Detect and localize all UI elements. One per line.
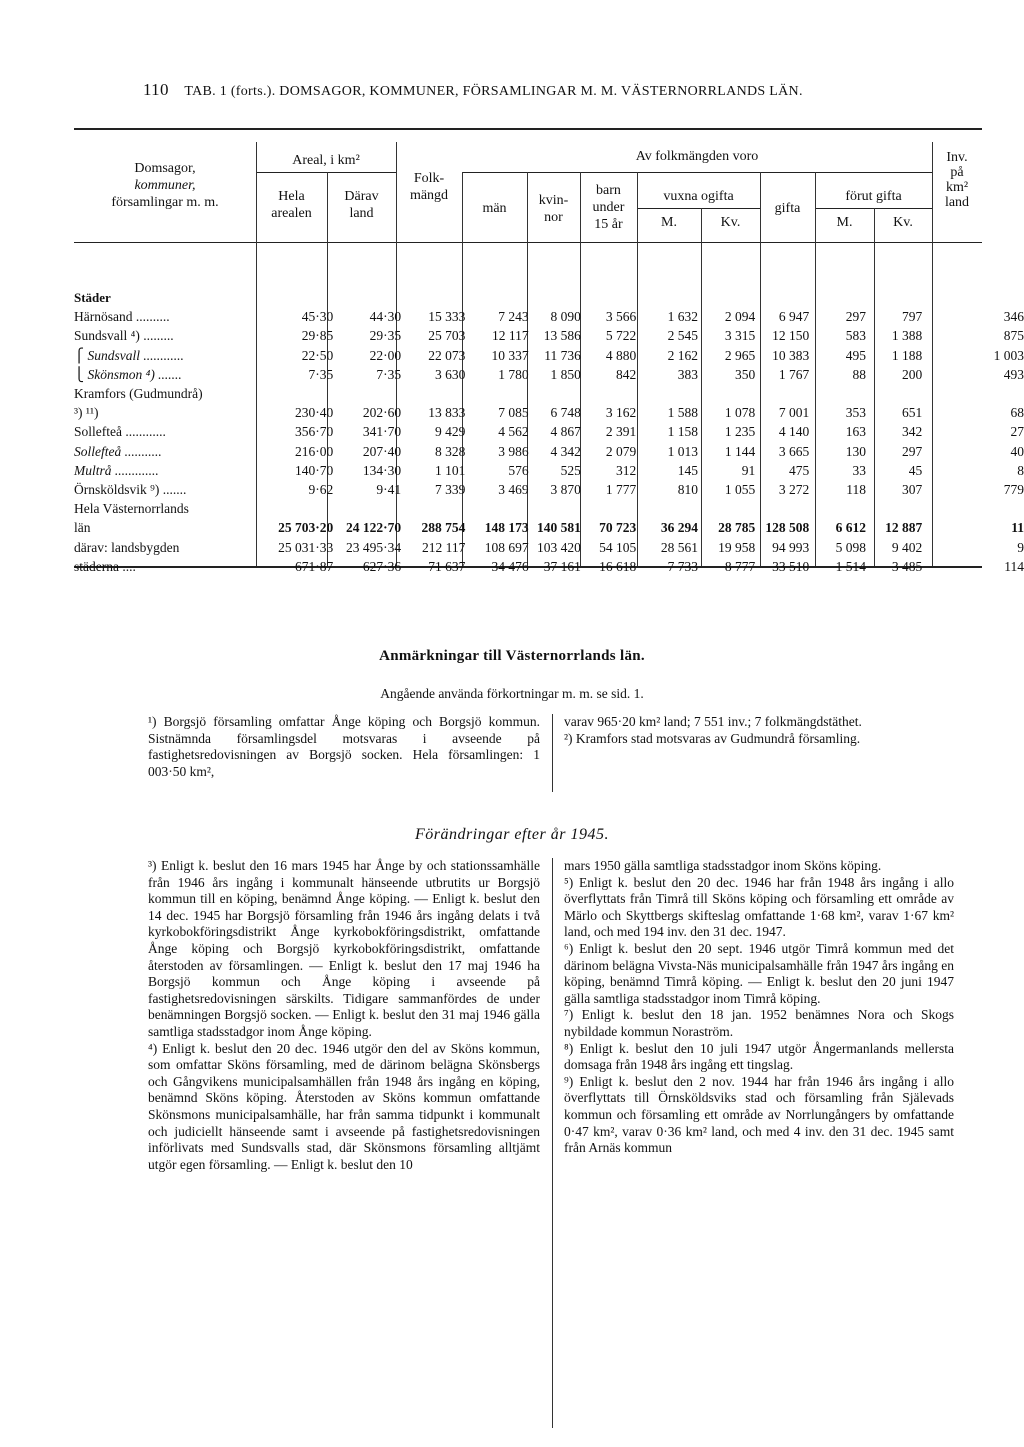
table-cell	[922, 518, 975, 537]
table-cell	[529, 499, 581, 518]
table-cell: 230·40	[295, 405, 334, 421]
table-cell: 94 993	[772, 539, 810, 555]
table-cell: 212 117	[421, 539, 466, 555]
note-6: ⁶) Enligt k. beslut den 20 sept. 1946 utgör Timrå kommun med det därinom belägna Vivsta-Näs municipalsamhälle från 1947 års ingång en köping, benämnd Timrå köping. — Enligt k. beslut den 20 juni 1947 gälla samtliga stadsstadgor inom Timrå köping.	[564, 940, 954, 1006]
table-cell	[698, 499, 755, 518]
table-cell: 54 105	[599, 539, 637, 555]
table-cell: 2 965	[724, 347, 756, 363]
table-cell: 8 328	[434, 443, 466, 459]
changes-left-column	[148, 858, 540, 1173]
note-9: ⁹) Enligt k. beslut den 2 nov. 1944 har från 1946 års ingång i allo överflyttats till Örnsköldsviks stad och församling från Själevads kommun och församling ett område av Norrlungångers by omfattande 0·47 km², varav 0·36 km² land, och med 4 inv. den 31 dec. 1945 samt från Arnäs kommun	[564, 1073, 954, 1156]
staderna-row	[74, 557, 1024, 576]
table-cell	[755, 384, 809, 403]
table-cell: 5 722	[605, 328, 637, 344]
header-hela-arealen: Hela arealen	[271, 189, 312, 221]
page-number: 110	[143, 80, 169, 99]
table-cell: 29·85	[301, 328, 334, 344]
table-cell: 3 162	[605, 405, 637, 421]
table-cell: 10 337	[491, 347, 529, 363]
table-cell: 8 777	[724, 558, 756, 574]
header-areal: Areal, i km²	[292, 153, 360, 168]
table-cell: 346	[1003, 309, 1024, 325]
table-cell: 25 703·20	[278, 520, 334, 536]
table-cell: 40	[1010, 443, 1024, 459]
table-cell: 671·87	[295, 558, 334, 574]
table-cell	[465, 499, 528, 518]
table-cell: 12 117	[491, 328, 529, 344]
row-label: därav: landsbygden	[74, 539, 180, 555]
table-cell: 15 333	[428, 309, 466, 325]
header-av-folkmangden: Av folkmängden voro	[635, 149, 759, 164]
table-cell: 288 754	[421, 520, 466, 536]
table-cell: 45	[908, 462, 923, 478]
table-cell: 44·30	[369, 309, 402, 325]
row-label: Örnsköldsvik ⁹) .......	[74, 481, 187, 497]
table-cell	[922, 557, 975, 576]
table-cell	[922, 403, 975, 422]
table-cell	[922, 461, 975, 480]
table-cell: 495	[845, 347, 866, 363]
table-cell: 45·30	[301, 309, 334, 325]
table-cell: 6 947	[778, 309, 810, 325]
table-row	[74, 326, 1024, 345]
table-cell: 9·62	[308, 481, 334, 497]
header-inv-pa-km2: Inv. på km² land	[944, 150, 970, 210]
table-cell: 25 031·33	[278, 539, 334, 555]
areal-group-rule	[256, 172, 396, 173]
table-cell: 22·00	[369, 347, 402, 363]
table-cell: 1 003	[993, 347, 1024, 363]
table-cell: 797	[901, 309, 923, 325]
table-cell: 23 495·34	[346, 539, 402, 555]
table-cell: 70 723	[599, 520, 637, 536]
table-cell: 9 402	[891, 539, 923, 555]
table-cell: 7 733	[667, 558, 699, 574]
table-cell	[922, 537, 975, 556]
table-row	[74, 346, 1024, 365]
table-cell: 108 697	[484, 539, 529, 555]
table-top-rule	[74, 128, 982, 130]
note-5: ⁵) Enligt k. beslut den 20 dec. 1946 har från 1948 års ingång i allo överflyttats från Timrå till Sköns köping och församling ett område av Märlo och Skyttbergs skifteslag omfattande 1·68 km², varav 1·67 km² land, och med 194 inv. den 31 dec. 1947.	[564, 874, 954, 940]
table-row	[74, 480, 1024, 499]
header-kvinnor: kvin- nor	[538, 193, 569, 225]
row-label: Sollefteå ...........	[74, 443, 162, 459]
table-cell: 8	[1017, 462, 1024, 478]
row-label: Sollefteå ............	[74, 424, 166, 440]
page-title: TAB. 1 (forts.). DOMSAGOR, KOMMUNER, FÖRSAMLINGAR M. M. VÄSTERNORRLANDS LÄN.	[184, 84, 803, 99]
table-cell: 7·35	[308, 366, 334, 382]
table-cell: 163	[845, 424, 866, 440]
note-1-right: varav 965·20 km² land; 7 551 inv.; 7 folkmängdstäthet. ²) Kramfors stad motsvaras av Gudmundrå församling.	[564, 714, 862, 746]
table-cell: 356·70	[295, 424, 334, 440]
table-cell: 28 785	[718, 520, 756, 536]
table-cell: 810	[677, 481, 699, 497]
row-label: ⎧ Sundsvall ............	[74, 347, 184, 363]
row-label: ⎩ Skönsmon ⁴) .......	[74, 366, 182, 382]
table-row	[74, 307, 1024, 326]
table-cell: 134·30	[362, 462, 402, 478]
table-cell	[922, 326, 975, 345]
table-cell	[636, 499, 698, 518]
row-label: Multrå .............	[74, 462, 159, 478]
table-cell	[401, 384, 465, 403]
table-cell: 3 986	[498, 443, 529, 459]
table-cell: 3 665	[778, 443, 810, 459]
table-cell	[809, 499, 866, 518]
table-cell: 3 485	[891, 558, 923, 574]
table-cell	[922, 480, 975, 499]
note-3: ³) Enligt k. beslut den 16 mars 1945 har Ånge by och stationssamhälle från 1946 års ingång i kommunalt hänseende utbrutits ur Borgsjö kommun till en köping, benämnd Ånge köping. — Enligt k. beslut den 14 dec. 1945 har Borgsjö församling från 1946 års ingång delats i två kyrkobokföringsdistrikt Ånge kyrkobokföringsdistrikt, omfattande Ånge köping och Borgsjö kyrkobokföringsdistrikt, omfattande återstoden av församlingen. — Enligt k. beslut den 17 maj 1946 ha Borgsjö kommun och Ånge köping i avseende på fastighetsredovisningen särskilts. Tidigare sammanfördes de under benämningen Borgsjö socken. — Enligt k. beslut den 31 maj 1946 gälla samtliga stadsstadgor inom Ånge köping.	[148, 858, 540, 1039]
table-cell: 1 078	[724, 405, 756, 421]
table-cell: 2 079	[605, 443, 637, 459]
column-divider	[552, 714, 553, 792]
table-row	[74, 384, 1024, 403]
table-cell: 7 243	[498, 309, 529, 325]
table-cell	[581, 384, 636, 403]
table-cell: 118	[846, 481, 866, 497]
folkmangd-group-rule	[462, 172, 932, 173]
table-cell	[333, 384, 401, 403]
note-8: ⁸) Enligt k. beslut den 10 juli 1947 utgör Ångermanlands mellersta domsaga från 1948 års ingång ett tingslag.	[564, 1040, 954, 1073]
table-cell: 34 476	[491, 558, 529, 574]
table-cell	[922, 384, 975, 403]
table-row	[74, 422, 1024, 441]
table-cell	[866, 384, 922, 403]
header-barn: barn under 15 år	[592, 183, 625, 232]
notes-title: Anmärkningar till Västernorrlands län.	[379, 648, 645, 664]
table-row	[74, 365, 1024, 384]
header-vuxna-m: M.	[661, 215, 677, 230]
table-cell: 493	[1003, 366, 1024, 382]
row-label: städerna ....	[74, 558, 136, 574]
table-cell: 4 140	[778, 424, 810, 440]
row-label: Hela Västernorrlands	[74, 501, 189, 517]
table-cell: 114	[1004, 558, 1024, 574]
row-label: ³) ¹¹)	[74, 405, 99, 421]
section-label: Städer	[74, 290, 111, 306]
table-cell: 583	[845, 328, 866, 344]
table-cell	[465, 384, 528, 403]
note-4-cont: mars 1950 gälla samtliga stadsstadgor inom Sköns köping.	[564, 858, 882, 873]
header-domsagor: Domsagor, kommuner, församlingar m. m.	[111, 161, 219, 210]
table-cell: 22 073	[428, 347, 466, 363]
header-forut-m: M.	[836, 215, 853, 230]
table-cell: 1 188	[891, 347, 923, 363]
header-forut-kv: Kv.	[893, 215, 913, 230]
total-row	[74, 518, 1024, 537]
table-cell	[255, 499, 333, 518]
row-label: län	[74, 520, 91, 536]
changes-title: Förändringar efter år 1945.	[415, 826, 609, 843]
table-cell: 3 630	[434, 366, 466, 382]
table-cell: 6 612	[835, 520, 866, 536]
table-cell: 216·00	[295, 443, 334, 459]
table-cell	[809, 384, 866, 403]
running-head	[143, 80, 983, 100]
table-cell: 3 315	[724, 328, 756, 344]
table-cell: 1 632	[667, 309, 699, 325]
table-cell: 576	[508, 462, 529, 478]
row-label: Kramfors (Gudmundrå)	[74, 386, 203, 402]
table-row	[74, 403, 1024, 422]
table-cell: 207·40	[362, 443, 402, 459]
table-cell: 7 085	[498, 405, 529, 421]
table-cell: 24 122·70	[346, 520, 402, 536]
row-label: Härnösand ..........	[74, 309, 170, 325]
table-cell: 475	[789, 462, 810, 478]
table-cell: 383	[677, 366, 699, 382]
table-cell: 28 561	[660, 539, 699, 555]
table-cell: 350	[734, 366, 756, 382]
table-cell: 33 510	[772, 558, 810, 574]
table-header-rule	[74, 242, 982, 243]
table-cell	[866, 499, 922, 518]
table-cell: 29·35	[369, 328, 402, 344]
table-cell	[922, 422, 975, 441]
header-darav-land: Därav land	[344, 189, 379, 221]
table-cell: 4 342	[550, 443, 581, 459]
table-cell	[922, 442, 975, 461]
table-cell: 1 101	[434, 462, 466, 478]
table-cell: 1 235	[724, 424, 756, 440]
table-cell: 1 514	[835, 558, 866, 574]
table-cell: 9	[1017, 539, 1024, 555]
table-cell: 130	[845, 443, 866, 459]
note-7: ⁷) Enligt k. beslut den 18 jan. 1952 benämnes Nora och Skogs nybildade kommun Noraström.	[564, 1007, 954, 1039]
table-cell: 5 098	[835, 539, 866, 555]
table-cell: 11	[1011, 520, 1024, 536]
table-cell: 297	[845, 309, 866, 325]
table-cell: 341·70	[362, 424, 402, 440]
header-folkmangd: Folk- mängd	[409, 171, 449, 203]
table-cell: 36 294	[660, 520, 699, 536]
note-1-left: ¹) Borgsjö församling omfattar Ånge köping och Borgsjö kommun. Sistnämnda församlingsdel motsvaras i avseende på fastighetsredovisningen av Borgsjö socken. Hela församlingen: 1 003·50 km²,	[148, 714, 540, 779]
table-cell: 103 420	[536, 539, 581, 555]
table-cell: 1 588	[667, 405, 699, 421]
table-cell: 1 055	[724, 481, 756, 497]
table-cell: 2 162	[667, 347, 699, 363]
table-cell: 91	[741, 462, 756, 478]
table-cell: 875	[1003, 328, 1024, 344]
table-row	[74, 442, 1024, 461]
table-cell: 1 158	[667, 424, 699, 440]
table-cell	[922, 346, 975, 365]
table-cell: 7·35	[376, 366, 402, 382]
header-forut-gifta: förut gifta	[845, 189, 902, 204]
table-cell: 145	[677, 462, 699, 478]
section-row	[74, 288, 1024, 307]
table-cell: 27	[1010, 424, 1024, 440]
table-cell: 1 767	[778, 366, 810, 382]
table-cell: 312	[615, 462, 637, 478]
table-cell: 4 880	[605, 347, 637, 363]
column-divider	[552, 858, 553, 1428]
table-cell	[581, 499, 636, 518]
table-cell	[401, 499, 465, 518]
table-cell	[976, 499, 1024, 518]
table-cell: 9·41	[376, 481, 402, 497]
table-cell: 200	[901, 366, 923, 382]
table-cell: 71 637	[428, 558, 466, 574]
table-cell: 33	[852, 462, 866, 478]
vuxna-ogifta-rule	[637, 208, 760, 209]
table-cell: 88	[852, 366, 866, 382]
note-4: ⁴) Enligt k. beslut den 20 dec. 1946 utgör den del av Sköns kommun, som omfattar Sköns församling, med de därinom belägna Skönsbergs och Gångvikens municipalsamhällen från 1948 års ingång en köping, benämnd Sköns köping. Återstoden av Sköns kommun omfattande Skönsmons municipalsamhälle, har från samma tidpunkt i kommunalt och judiciellt hänseende samt i avseende på fastighetsredovisningen införlivats med Sundsvalls stad, där Skönsmons församling alltjämt utgör egen församling. — Enligt k. beslut den 10	[148, 1040, 540, 1172]
table-cell: 4 867	[550, 424, 581, 440]
table-cell: 202·60	[362, 405, 402, 421]
table-cell: 9 429	[434, 424, 466, 440]
table-cell	[922, 365, 975, 384]
table-cell	[698, 384, 755, 403]
table-cell: 68	[1010, 405, 1024, 421]
table-cell: 651	[901, 405, 923, 421]
table-cell: 25 703	[428, 328, 466, 344]
table-cell: 3 566	[605, 309, 637, 325]
table-cell: 7 001	[778, 405, 810, 421]
table-cell: 1 780	[498, 366, 529, 382]
table-cell	[255, 384, 333, 403]
table-cell: 4 562	[498, 424, 529, 440]
table-cell: 12 150	[772, 328, 810, 344]
table-cell: 2 391	[605, 424, 637, 440]
table-cell: 8 090	[550, 309, 581, 325]
table-cell	[922, 307, 975, 326]
table-cell: 22·50	[301, 347, 334, 363]
table-cell: 2 545	[667, 328, 699, 344]
table-cell: 16 618	[599, 558, 637, 574]
abbrev-note: Angående använda förkortningar m. m. se sid. 1.	[380, 686, 644, 701]
table-cell: 297	[901, 443, 923, 459]
table-cell: 779	[1003, 481, 1024, 497]
table-cell: 10 383	[772, 347, 810, 363]
row-label: Sundsvall ⁴) .........	[74, 328, 174, 344]
table-cell: 525	[560, 462, 581, 478]
table-cell: 1 850	[550, 366, 581, 382]
table-cell: 842	[615, 366, 637, 382]
table-cell	[333, 499, 401, 518]
table-cell	[636, 384, 698, 403]
header-gifta: gifta	[774, 201, 801, 216]
table-cell: 353	[845, 405, 866, 421]
table-cell: 2 094	[724, 309, 756, 325]
table-cell: 342	[901, 424, 923, 440]
table-cell: 13 833	[428, 405, 466, 421]
landsbygden-row	[74, 537, 1024, 556]
table-cell: 6 748	[550, 405, 581, 421]
table-cell: 1 144	[724, 443, 756, 459]
data-table	[74, 288, 1024, 576]
table-cell: 627·36	[362, 558, 402, 574]
total-label-row	[74, 499, 1024, 518]
table-cell: 1 388	[891, 328, 923, 344]
table-cell: 19 958	[718, 539, 756, 555]
table-cell: 128 508	[765, 520, 810, 536]
table-cell: 1 013	[667, 443, 699, 459]
table-cell	[922, 499, 975, 518]
header-vuxna-kv: Kv.	[720, 215, 741, 230]
table-cell: 3 272	[778, 481, 810, 497]
changes-right-column	[564, 858, 954, 1157]
table-row	[74, 461, 1024, 480]
table-cell: 13 586	[543, 328, 581, 344]
header-vuxna-ogifta: vuxna ogifta	[663, 189, 734, 204]
table-cell: 37 161	[543, 558, 581, 574]
table-cell	[976, 384, 1024, 403]
table-cell: 307	[901, 481, 923, 497]
table-cell: 148 173	[484, 520, 529, 536]
table-cell	[755, 499, 809, 518]
table-cell: 3 870	[550, 481, 581, 497]
table-cell: 12 887	[885, 520, 923, 536]
table-cell	[529, 384, 581, 403]
table-cell: 140·70	[295, 462, 334, 478]
table-cell: 140 581	[536, 520, 581, 536]
header-man: män	[482, 201, 507, 216]
table-cell: 7 339	[434, 481, 466, 497]
table-cell: 11 736	[544, 347, 581, 363]
table-cell: 3 469	[498, 481, 529, 497]
table-cell: 1 777	[605, 481, 637, 497]
